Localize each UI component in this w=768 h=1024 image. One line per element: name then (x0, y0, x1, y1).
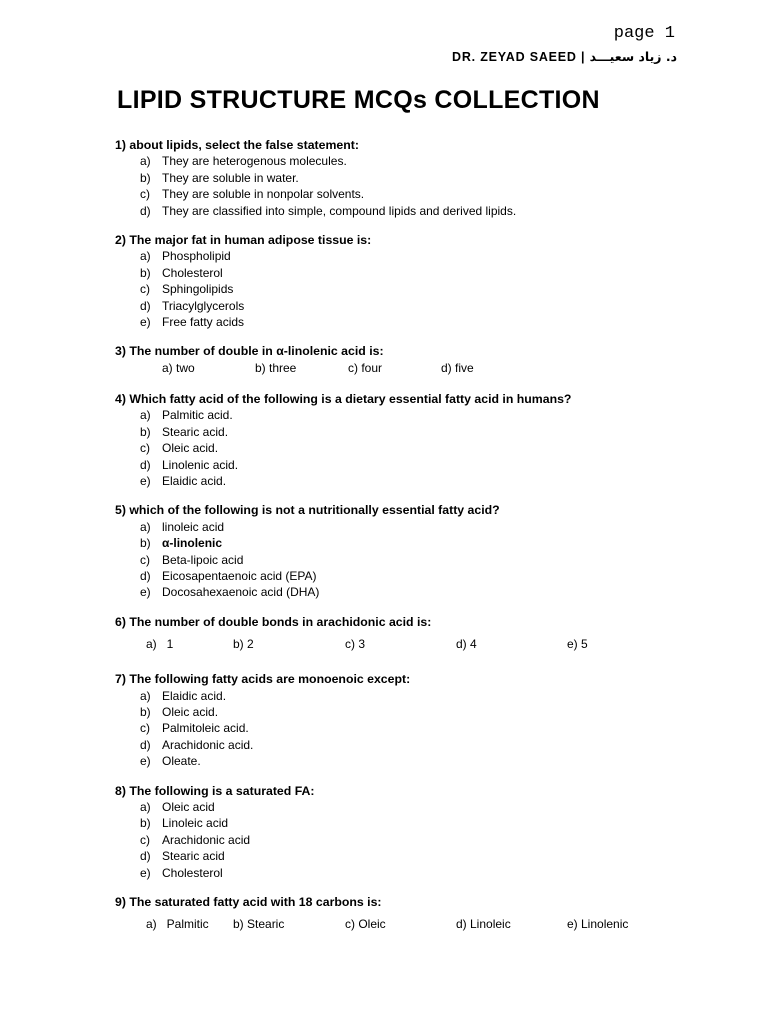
option-text: Elaidic acid. (162, 688, 227, 703)
answer-option (115, 186, 715, 202)
option-label: b) (140, 704, 151, 719)
option-text: Palmitic acid. (162, 408, 233, 423)
option-label: a) (140, 688, 151, 703)
option-label: b) (140, 265, 151, 280)
author-name-en: DR. ZEYAD SAEED (452, 50, 577, 64)
answer-option (115, 407, 715, 423)
option-label: c) (140, 552, 150, 567)
option-text: Free fatty acids (162, 315, 245, 330)
option-text: α-linolenic (162, 536, 223, 551)
answer-option (115, 265, 715, 281)
answer-option (115, 720, 715, 736)
question-4 (115, 391, 715, 489)
answer-option: d) five (441, 360, 474, 375)
author-separator: | (581, 50, 586, 64)
answer-option (115, 832, 715, 848)
question-list (115, 137, 715, 951)
answer-option: e) 5 (567, 637, 588, 652)
option-text: Docosahexaenoic acid (DHA) (162, 585, 320, 600)
question-5 (115, 502, 715, 600)
option-text: Linoleic acid (162, 816, 229, 831)
option-label: c) (140, 441, 150, 456)
option-label: d) (140, 568, 151, 583)
answer-option: e) Linolenic (567, 917, 629, 932)
inline-options (115, 630, 715, 658)
page-number: page 1 (613, 24, 675, 43)
option-label: e) (140, 865, 151, 880)
question-8 (115, 783, 715, 881)
option-text: They are soluble in nonpolar solvents. (162, 187, 365, 202)
option-text: Arachidonic acid (162, 832, 251, 847)
answer-option: b) 2 (233, 637, 254, 652)
option-label: e) (140, 754, 151, 769)
answer-option (115, 248, 715, 264)
answer-option (115, 753, 715, 769)
question-stem: 5) which of the following is not a nutritionally essential fatty acid? (115, 503, 500, 518)
author-line (452, 49, 677, 64)
option-text: Eicosapentaenoic acid (EPA) (162, 568, 317, 583)
option-label: c) (140, 282, 150, 297)
author-name-ar: د. زياد سعيـــد (589, 49, 677, 64)
option-text: Oleic acid. (162, 441, 219, 456)
question-stem: 3) The number of double in α-linolenic acid is: (115, 344, 384, 359)
question-2 (115, 232, 715, 330)
option-label: b) (140, 816, 151, 831)
option-text: They are soluble in water. (162, 170, 299, 185)
option-label: c) (140, 187, 150, 202)
answer-option (115, 203, 715, 219)
question-3 (115, 343, 715, 377)
option-label: a) (140, 154, 151, 169)
answer-option: d) 4 (456, 637, 477, 652)
question-7 (115, 671, 715, 769)
answer-option (115, 424, 715, 440)
question-stem: 8) The following is a saturated FA: (115, 783, 315, 798)
answer-option: d) Linoleic (456, 917, 511, 932)
option-text: Phospholipid (162, 249, 231, 264)
answer-option (115, 440, 715, 456)
option-label: b) (140, 424, 151, 439)
answer-option: a) 1 (146, 637, 174, 652)
option-text: Arachidonic acid. (162, 737, 254, 752)
answer-option: c) Oleic (345, 917, 386, 932)
option-label: a) (140, 519, 151, 534)
inline-options (115, 910, 715, 938)
option-label: d) (140, 849, 151, 864)
question-9 (115, 894, 715, 938)
question-stem: 7) The following fatty acids are monoenoic except: (115, 672, 411, 687)
option-label: d) (140, 737, 151, 752)
option-label: e) (140, 473, 151, 488)
option-text: They are classified into simple, compound lipids and derived lipids. (162, 203, 517, 218)
answer-option (115, 281, 715, 297)
answer-option (115, 704, 715, 720)
option-label: b) (140, 536, 151, 551)
answer-option (115, 799, 715, 815)
answer-option (115, 552, 715, 568)
answer-option (115, 298, 715, 314)
option-text: linoleic acid (162, 519, 225, 534)
option-text: Triacylglycerols (162, 298, 245, 313)
answer-option: b) three (255, 360, 297, 375)
answer-option (115, 457, 715, 473)
option-label: a) (140, 408, 151, 423)
option-text: Oleic acid. (162, 704, 219, 719)
answer-option (115, 865, 715, 881)
answer-option (115, 584, 715, 600)
answer-option (115, 815, 715, 831)
option-label: b) (140, 170, 151, 185)
answer-option (115, 314, 715, 330)
option-text: Sphingolipids (162, 282, 234, 297)
answer-option: c) 3 (345, 637, 366, 652)
answer-option (115, 170, 715, 186)
question-stem: 9) The saturated fatty acid with 18 carbons is: (115, 895, 382, 910)
option-label: e) (140, 315, 151, 330)
question-stem: 6) The number of double bonds in arachidonic acid is: (115, 614, 432, 629)
answer-option: a) Palmitic (146, 917, 209, 932)
answer-option-highlighted (115, 535, 715, 551)
document-title: LIPID STRUCTURE MCQs COLLECTION (117, 86, 600, 114)
answer-option (115, 737, 715, 753)
option-text: Palmitoleic acid. (162, 721, 249, 736)
answer-option (115, 519, 715, 535)
answer-option: a) two (162, 360, 195, 375)
option-text: Beta-lipoic acid (162, 552, 244, 567)
option-text: Linolenic acid. (162, 457, 239, 472)
option-label: c) (140, 721, 150, 736)
option-label: d) (140, 203, 151, 218)
option-text: Stearic acid. (162, 424, 229, 439)
option-text: Elaidic acid. (162, 473, 227, 488)
option-label: d) (140, 298, 151, 313)
option-label: e) (140, 585, 151, 600)
answer-option (115, 568, 715, 584)
option-label: a) (140, 800, 151, 814)
option-label: d) (140, 457, 151, 472)
option-text: Cholesterol (162, 265, 223, 280)
question-stem: 1) about lipids, select the false statement: (115, 138, 359, 152)
option-text: Oleate. (162, 754, 201, 769)
question-stem: 4) Which fatty acid of the following is a dietary essential fatty acid in humans? (115, 391, 572, 406)
option-text: They are heterogenous molecules. (162, 154, 347, 169)
option-label: c) (140, 832, 150, 847)
inline-options (115, 360, 715, 378)
option-text: Oleic acid (162, 800, 215, 814)
question-6 (115, 614, 715, 658)
question-1 (115, 137, 715, 219)
answer-option (115, 153, 715, 169)
answer-option: b) Stearic (233, 917, 285, 932)
answer-option (115, 473, 715, 489)
option-label: a) (140, 249, 151, 264)
question-stem: 2) The major fat in human adipose tissue is: (115, 233, 372, 248)
option-text: Cholesterol (162, 865, 223, 880)
answer-option: c) four (348, 360, 383, 375)
option-text: Stearic acid (162, 849, 225, 864)
answer-option (115, 688, 715, 704)
answer-option (115, 848, 715, 864)
